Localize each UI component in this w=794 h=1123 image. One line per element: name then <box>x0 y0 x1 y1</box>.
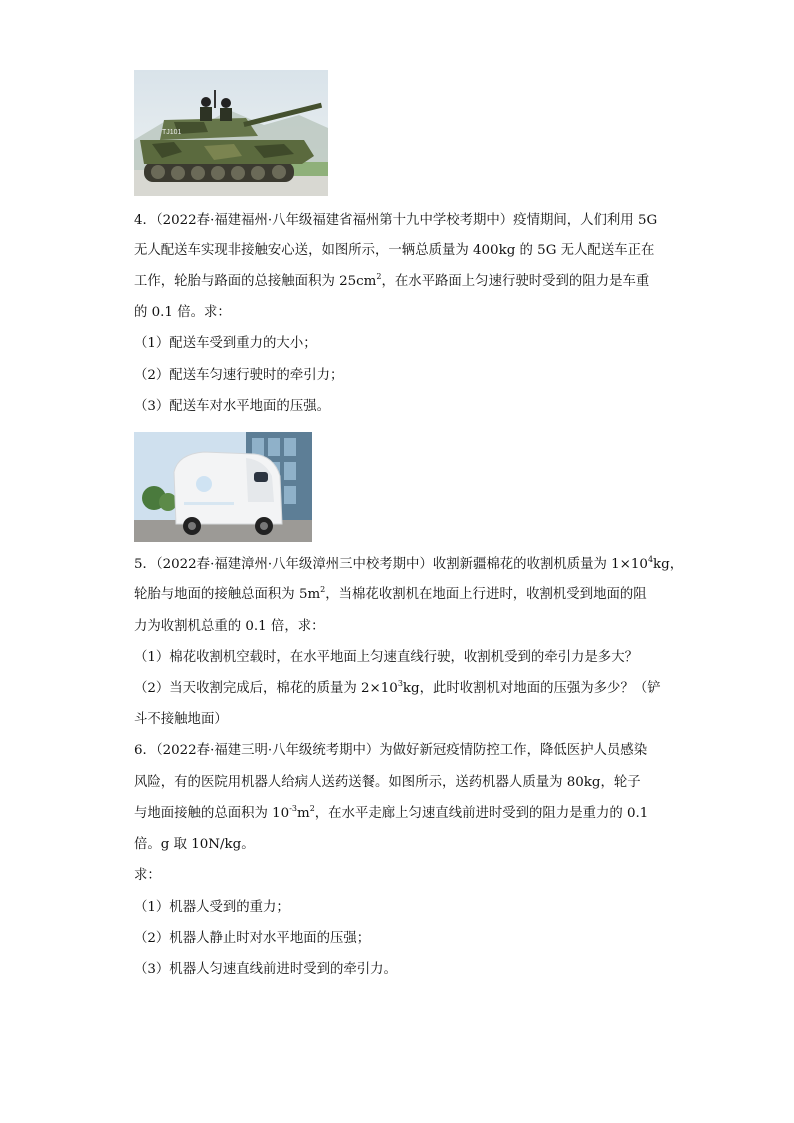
q5-sub-2-a: （2）当天收割完成后，棉花的质量为 2×10 <box>134 681 398 696</box>
q6-line-3-sup2: 2 <box>309 804 315 813</box>
q5-sub-2-sup: 3 <box>397 679 403 688</box>
q6-line-3-b: m <box>297 806 310 821</box>
q4-line-4: 的 0.1 倍。求： <box>134 305 231 320</box>
q4-line-2: 无人配送车实现非接触安心送，如图所示，一辆总质量为 400kg 的 5G 无人配送车正在 <box>134 243 655 258</box>
tank-photo <box>134 70 328 196</box>
q4-line-3 <box>134 272 649 292</box>
q4-sub-2: （2）配送车匀速行驶时的牵引力； <box>134 368 344 383</box>
q6-line-4: 倍。g 取 10N/kg。 <box>134 837 255 852</box>
q5-line-3: 力为收割机总重的 0.1 倍，求： <box>134 619 325 634</box>
q5-sub-1: （1）棉花收割机空载时，在水平地面上匀速直线行驶，收割机受到的牵引力是多大？ <box>134 650 638 665</box>
q5-sub-2 <box>134 679 661 699</box>
q4-line-3-sup: 2 <box>376 272 382 281</box>
q5-line-1-a: 5．（2022春·福建漳州·八年级漳州三中校考期中）收割新疆棉花的收割机质量为 1×10 <box>134 557 648 572</box>
tank-marking-text: TJ101 <box>162 129 182 136</box>
q6-line-5: 求： <box>134 868 161 883</box>
q6-sub-2: （2）机器人静止时对水平地面的压强； <box>134 931 371 946</box>
q5-line-1-sup: 4 <box>647 555 654 564</box>
q6-line-3-a: 与地面接触的总面积为 10 <box>134 806 290 821</box>
q6-line-1: 6．（2022春·福建三明·八年级统考期中）为做好新冠疫情防控工作，降低医护人员感染 <box>134 743 648 758</box>
q4-line-3-b: ，在水平路面上匀速行驶时受到的阻力是车重 <box>381 274 650 289</box>
q5-line-2-sup: 2 <box>320 585 326 594</box>
q6-line-3-c: ，在水平走廊上匀速直线前进时受到的阻力是重力的 0.1 <box>314 806 649 821</box>
q4-sub-3: （3）配送车对水平地面的压强。 <box>134 399 330 414</box>
q5-line-1 <box>134 555 683 575</box>
q6-sub-3: （3）机器人匀速直线前进时受到的牵引力。 <box>134 962 397 977</box>
q5-sub-2-b: kg，此时收割机对地面的压强为多少？（铲 <box>402 681 661 696</box>
q5-line-2-a: 轮胎与地面的接触总面积为 5m <box>134 587 321 602</box>
q6-line-3 <box>134 804 648 824</box>
q5-line-2 <box>134 585 647 605</box>
q6-line-2: 风险，有的医院用机器人给病人送药送餐。如图所示，送药机器人质量为 80kg，轮子 <box>134 775 641 790</box>
q5-sub-2-continued: 斗不接触地面） <box>134 712 228 727</box>
q4-line-1: 4．（2022春·福建福州·八年级福建省福州第十九中学校考期中）疫情期间，人们利用 5G <box>134 213 658 228</box>
q4-line-3-a: 工作，轮胎与路面的总接触面积为 25cm <box>134 274 377 289</box>
q5-line-1-b: kg， <box>653 557 684 572</box>
q6-sub-1: （1）机器人受到的重力； <box>134 900 290 915</box>
delivery-vehicle-photo <box>134 432 312 542</box>
q5-line-2-b: ，当棉花收割机在地面上行进时，收割机受到地面的阻 <box>325 587 647 602</box>
q6-line-3-sup: -3 <box>289 804 297 813</box>
q4-sub-1: （1）配送车受到重力的大小； <box>134 336 317 351</box>
